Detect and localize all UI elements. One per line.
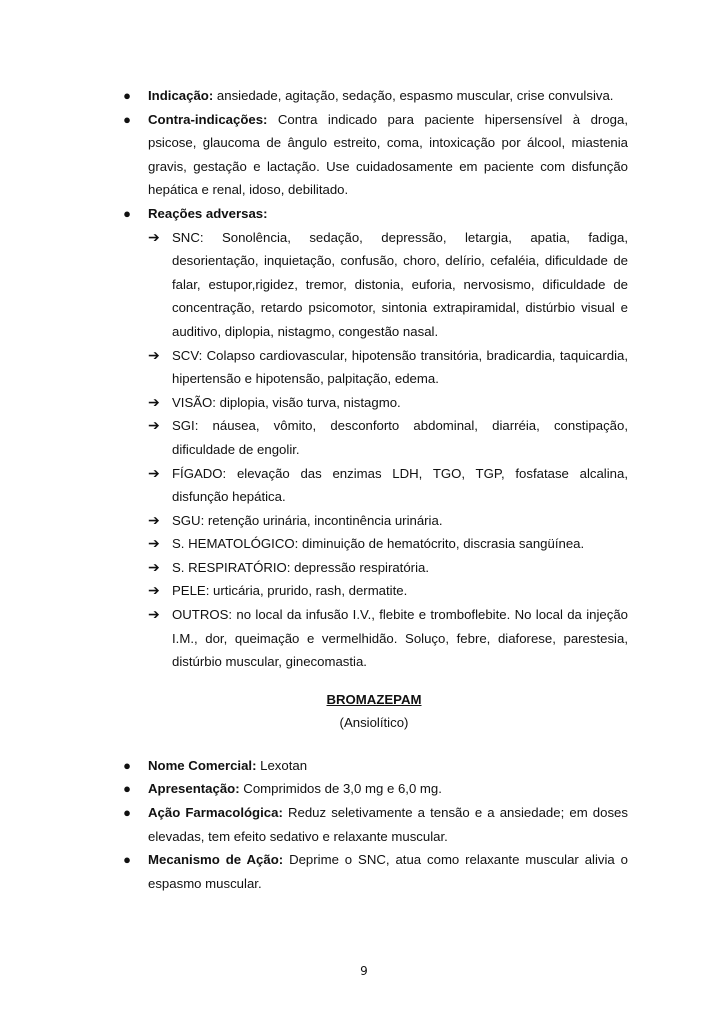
- bullet-icon: ●: [123, 852, 131, 868]
- item-text: Contra indicado para paciente hipersensível à droga, psicose, glaucoma de ângulo estreito, coma, intoxicação por álcool, miastenia gravis, gestação e lactação. Use cuidadosamente em paciente com disfunção hepática e renal, idoso, debilitado.: [148, 111, 628, 198]
- adverse-text: VISÃO: diplopia, visão turva, nistagmo.: [172, 394, 401, 410]
- drug-class: (Ansiolítico): [339, 714, 409, 730]
- adverse-text: S. RESPIRATÓRIO: depressão respiratória.: [172, 559, 430, 575]
- adverse-item-visao: [120, 391, 628, 415]
- adverse-item-pele: [120, 579, 628, 603]
- list-item-indicacao: [120, 84, 628, 108]
- adverse-item-hematologico: [120, 532, 628, 556]
- adverse-text: FÍGADO: elevação das enzimas LDH, TGO, TGP, fosfatase alcalina, disfunção hepática.: [172, 465, 628, 505]
- item-label: Ação Farmacológica:: [148, 805, 283, 821]
- adverse-text: PELE: urticária, prurido, rash, dermatite.: [172, 583, 408, 599]
- item-label: Contra-indicações:: [148, 111, 268, 127]
- item-text: Deprime o SNC, atua como relaxante muscular alivia o espasmo muscular.: [148, 852, 628, 891]
- item-text: ansiedade, agitação, sedação, espasmo muscular, crise convulsiva.: [213, 88, 614, 103]
- bullet-icon: ●: [123, 781, 131, 797]
- drug-title: BROMAZEPAM: [326, 691, 422, 707]
- arrow-right-icon: ➔: [148, 558, 160, 575]
- item-text: Comprimidos de 3,0 mg e 6,0 mg.: [239, 781, 442, 797]
- arrow-right-icon: ➔: [148, 393, 160, 410]
- adverse-text: SCV: Colapso cardiovascular, hipotensão transitória, bradicardia, taquicardia, hipertensão e hipotensão, palpitação, edema.: [172, 347, 628, 387]
- list-item-acao-farmacologica: [120, 801, 628, 848]
- bullet-icon: ●: [123, 757, 131, 773]
- adverse-item-scv: [120, 344, 628, 391]
- item-label: Mecanismo de Ação:: [148, 852, 284, 868]
- adverse-text: SNC: Sonolência, sedação, depressão, letargia, apatia, fadiga, desorientação, inquietação, confusão, choro, delírio, cefaléia, dificuldade de falar, estupor,rigidez, tremor, distonia, euforia, nervosismo, dificuldade de concentração, retardo psicomotor, sintonia extrapiramidal, distúrbio visual e auditivo, diplopia, nistagmo, congestão nasal.: [172, 229, 628, 339]
- item-label: Nome Comercial:: [148, 757, 257, 773]
- bullet-icon: ●: [123, 111, 131, 127]
- arrow-right-icon: ➔: [148, 346, 160, 363]
- bullet-icon: ●: [123, 805, 131, 821]
- adverse-text: S. HEMATOLÓGICO: diminuição de hematócrito, discrasia sangüínea.: [172, 536, 585, 552]
- arrow-right-icon: ➔: [148, 535, 160, 552]
- arrow-right-icon: ➔: [148, 228, 160, 245]
- item-text: Lexotan: [256, 757, 308, 773]
- item-label: Indicação:: [148, 88, 214, 103]
- arrow-right-icon: ➔: [148, 511, 160, 528]
- adverse-text: SGI: náusea, vômito, desconforto abdominal, diarréia, constipação, dificuldade de engolir.: [172, 418, 628, 457]
- item-text: Reduz seletivamente a tensão e a ansiedade; em doses elevadas, tem efeito sedativo e relaxante muscular.: [148, 805, 628, 844]
- item-label: Apresentação:: [148, 781, 240, 797]
- list-item-apresentacao: [120, 777, 628, 801]
- list-item-nome-comercial: [120, 754, 628, 778]
- adverse-item-outros: [120, 603, 628, 674]
- page-content: [120, 84, 628, 895]
- adverse-item-snc: [120, 226, 628, 344]
- adverse-item-sgu: [120, 509, 628, 533]
- adverse-item-sgi: [120, 414, 628, 461]
- bullet-icon: ●: [123, 88, 131, 103]
- spacer: [120, 734, 628, 754]
- adverse-text: SGU: retenção urinária, incontinência urinária.: [172, 512, 443, 528]
- adverse-item-respiratorio: [120, 556, 628, 580]
- adverse-item-figado: [120, 462, 628, 509]
- arrow-right-icon: ➔: [148, 464, 160, 481]
- list-item-mecanismo-de-acao: [120, 848, 628, 895]
- list-item-contra-indicacoes: [120, 108, 628, 202]
- page-number: 9: [360, 964, 368, 978]
- adverse-text: OUTROS: no local da infusão I.V., flebite e tromboflebite. No local da injeção I.M., dor, queimação e vermelhidão. Soluço, febre, diaforese, parestesia, distúrbio muscular, ginecomastia.: [172, 607, 628, 670]
- item-label: Reações adversas:: [148, 205, 268, 221]
- arrow-right-icon: ➔: [148, 606, 160, 623]
- bullet-icon: ●: [123, 205, 131, 221]
- list-item-reacoes-adversas: [120, 202, 628, 226]
- arrow-right-icon: ➔: [148, 417, 160, 434]
- arrow-right-icon: ➔: [148, 582, 160, 599]
- drug-heading: [120, 688, 628, 734]
